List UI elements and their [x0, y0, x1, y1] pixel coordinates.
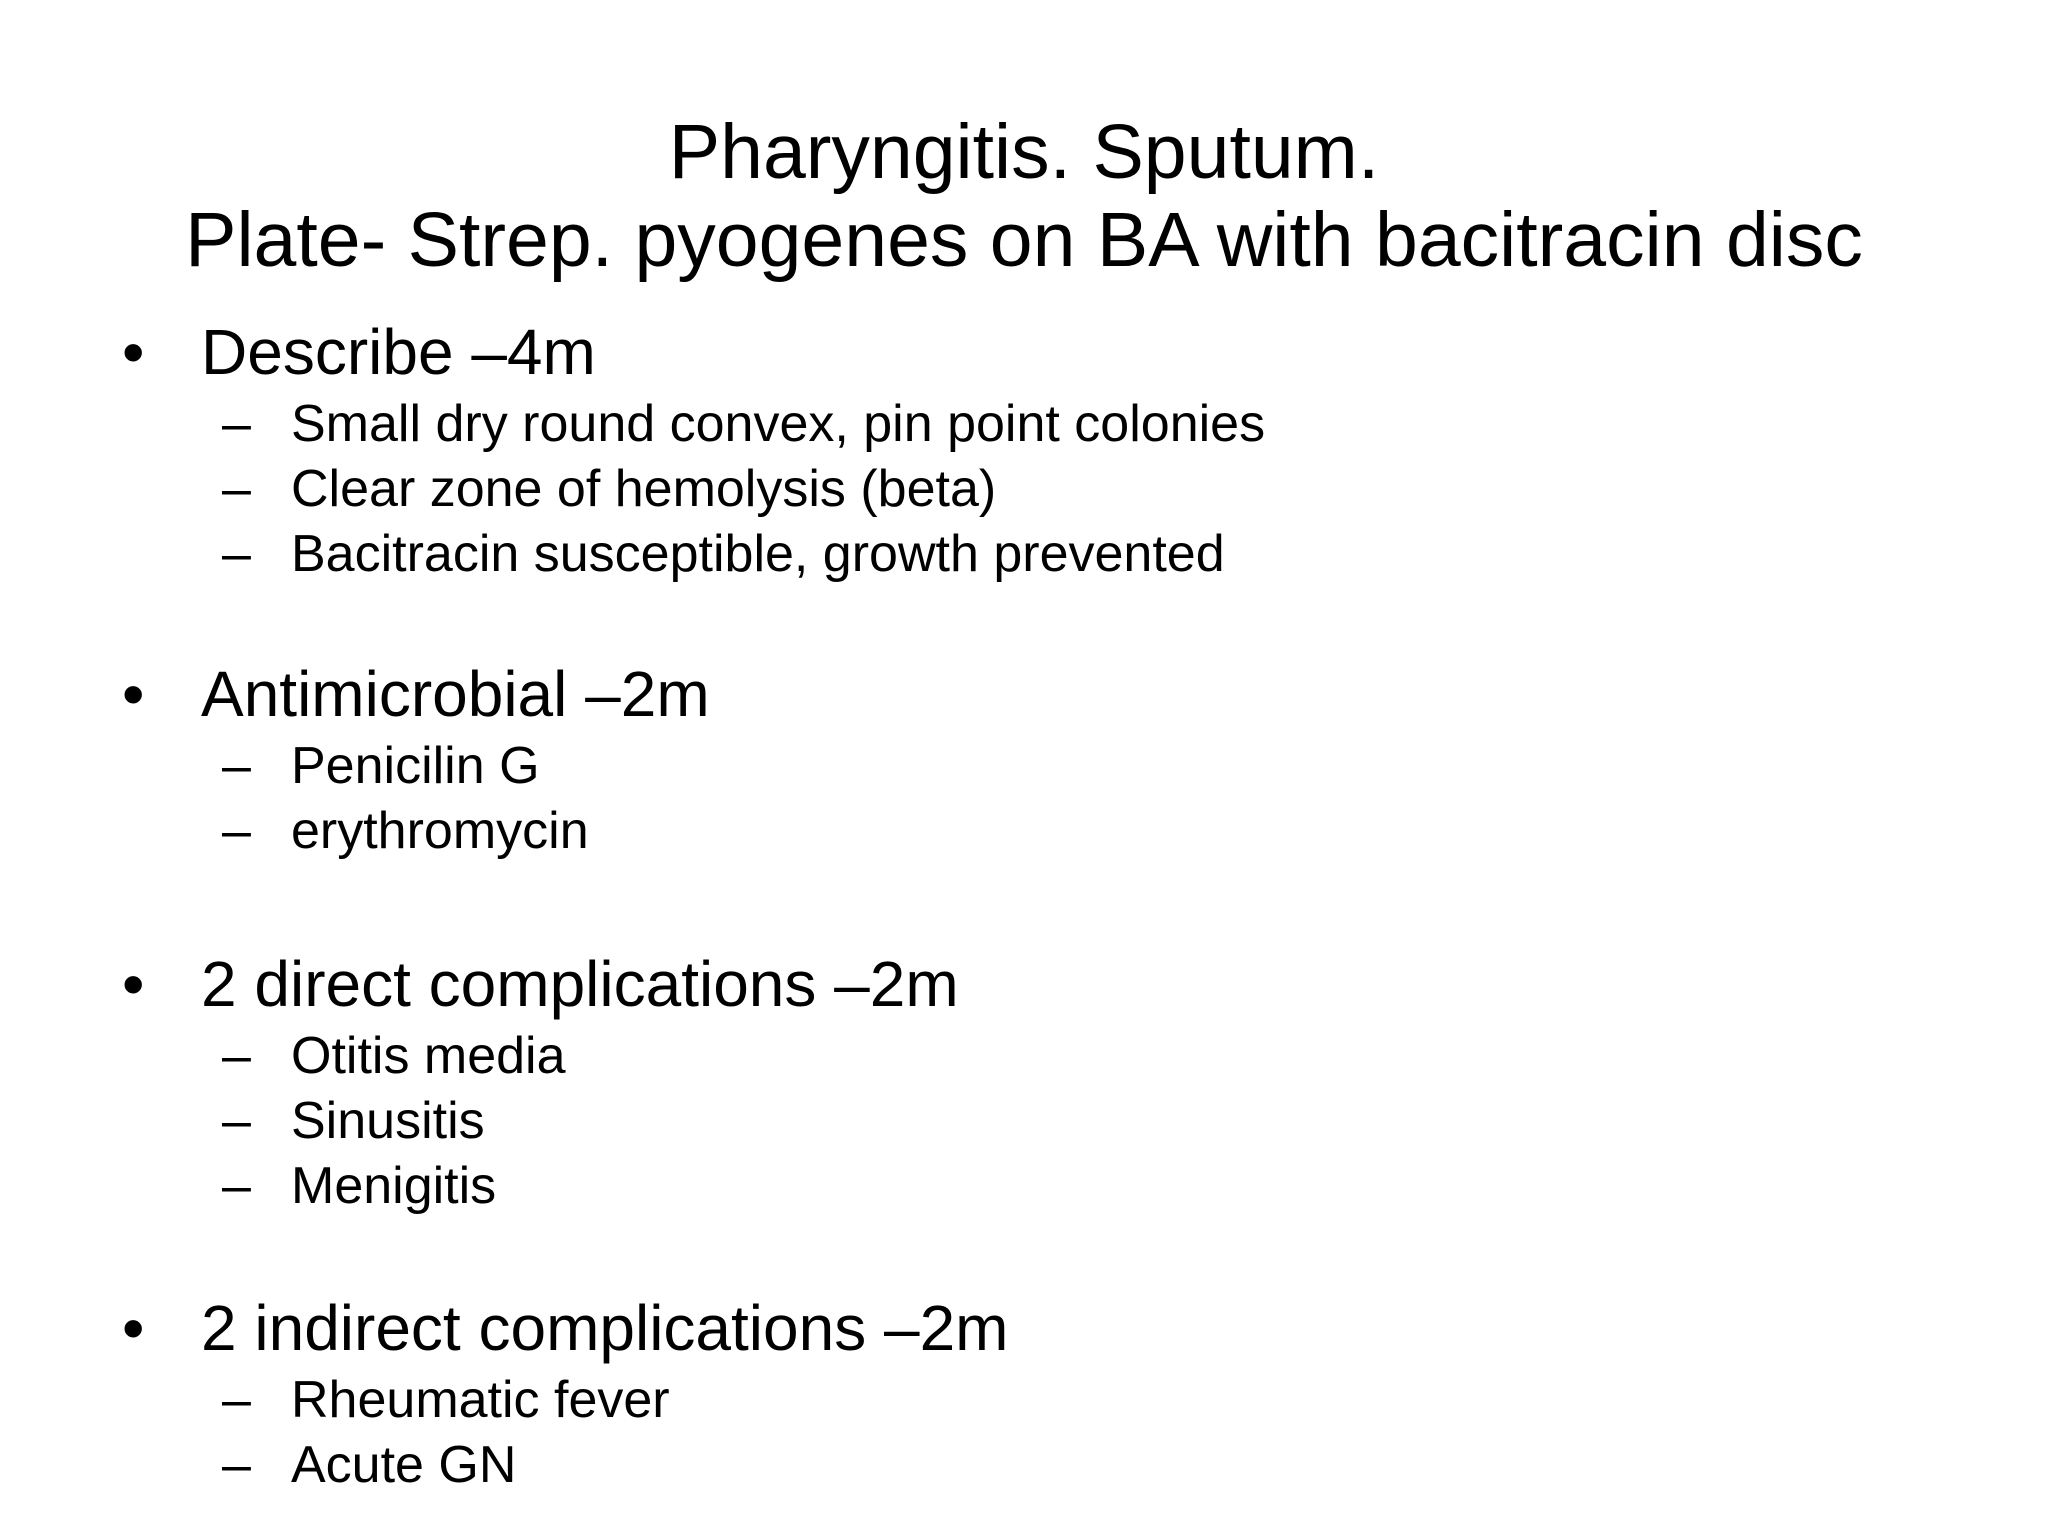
sub-item: [0, 522, 2048, 587]
section-indirect-complications: [0, 1288, 2048, 1498]
bullet-heading: Antimicrobial –2m: [201, 658, 710, 730]
bullet-icon: •: [122, 316, 145, 388]
bullet-heading: 2 indirect complications –2m: [201, 1292, 1009, 1364]
sub-item: [0, 1024, 2048, 1089]
dash-icon: –: [222, 1157, 251, 1215]
sub-item: [0, 457, 2048, 522]
sub-item: [0, 1368, 2048, 1433]
dash-icon: –: [222, 737, 251, 795]
bullet-heading: 2 direct complications –2m: [201, 948, 959, 1020]
dash-icon: –: [222, 460, 251, 518]
bullet-item: [0, 1288, 2048, 1368]
bullet-icon: •: [122, 1292, 145, 1364]
dash-icon: –: [222, 525, 251, 583]
section-antimicrobial: [0, 654, 2048, 864]
bullet-item: [0, 654, 2048, 734]
sub-item-text: Bacitracin susceptible, growth prevented: [291, 525, 1225, 583]
sub-item-text: Otitis media: [291, 1027, 566, 1085]
section-direct-complications: [0, 944, 2048, 1219]
dash-icon: –: [222, 1371, 251, 1429]
dash-icon: –: [222, 1436, 251, 1494]
sub-item-text: erythromycin: [291, 802, 589, 860]
sub-item: [0, 734, 2048, 799]
dash-icon: –: [222, 1092, 251, 1150]
dash-icon: –: [222, 802, 251, 860]
bullet-icon: •: [122, 948, 145, 1020]
sub-item-text: Small dry round convex, pin point colonies: [291, 395, 1266, 453]
sub-item-text: Sinusitis: [291, 1092, 485, 1150]
title-line-2: Plate- Strep. pyogenes on BA with bacitracin disc: [185, 197, 1863, 283]
sub-item: [0, 1433, 2048, 1498]
sub-item-text: Clear zone of hemolysis (beta): [291, 460, 997, 518]
sub-item: [0, 799, 2048, 864]
dash-icon: –: [222, 395, 251, 453]
section-describe: [0, 312, 2048, 587]
sub-item-text: Rheumatic fever: [291, 1371, 670, 1429]
bullet-item: [0, 312, 2048, 392]
slide-title: [0, 108, 2048, 284]
bullet-item: [0, 944, 2048, 1024]
dash-icon: –: [222, 1027, 251, 1085]
sub-item: [0, 1089, 2048, 1154]
bullet-heading: Describe –4m: [201, 316, 596, 388]
sub-item-text: Acute GN: [291, 1436, 517, 1494]
sub-item-text: Menigitis: [291, 1157, 497, 1215]
sub-item: [0, 392, 2048, 457]
title-line-1: Pharyngitis. Sputum.: [668, 109, 1380, 195]
sub-item-text: Penicilin G: [291, 737, 540, 795]
sub-item: [0, 1154, 2048, 1219]
bullet-icon: •: [122, 658, 145, 730]
